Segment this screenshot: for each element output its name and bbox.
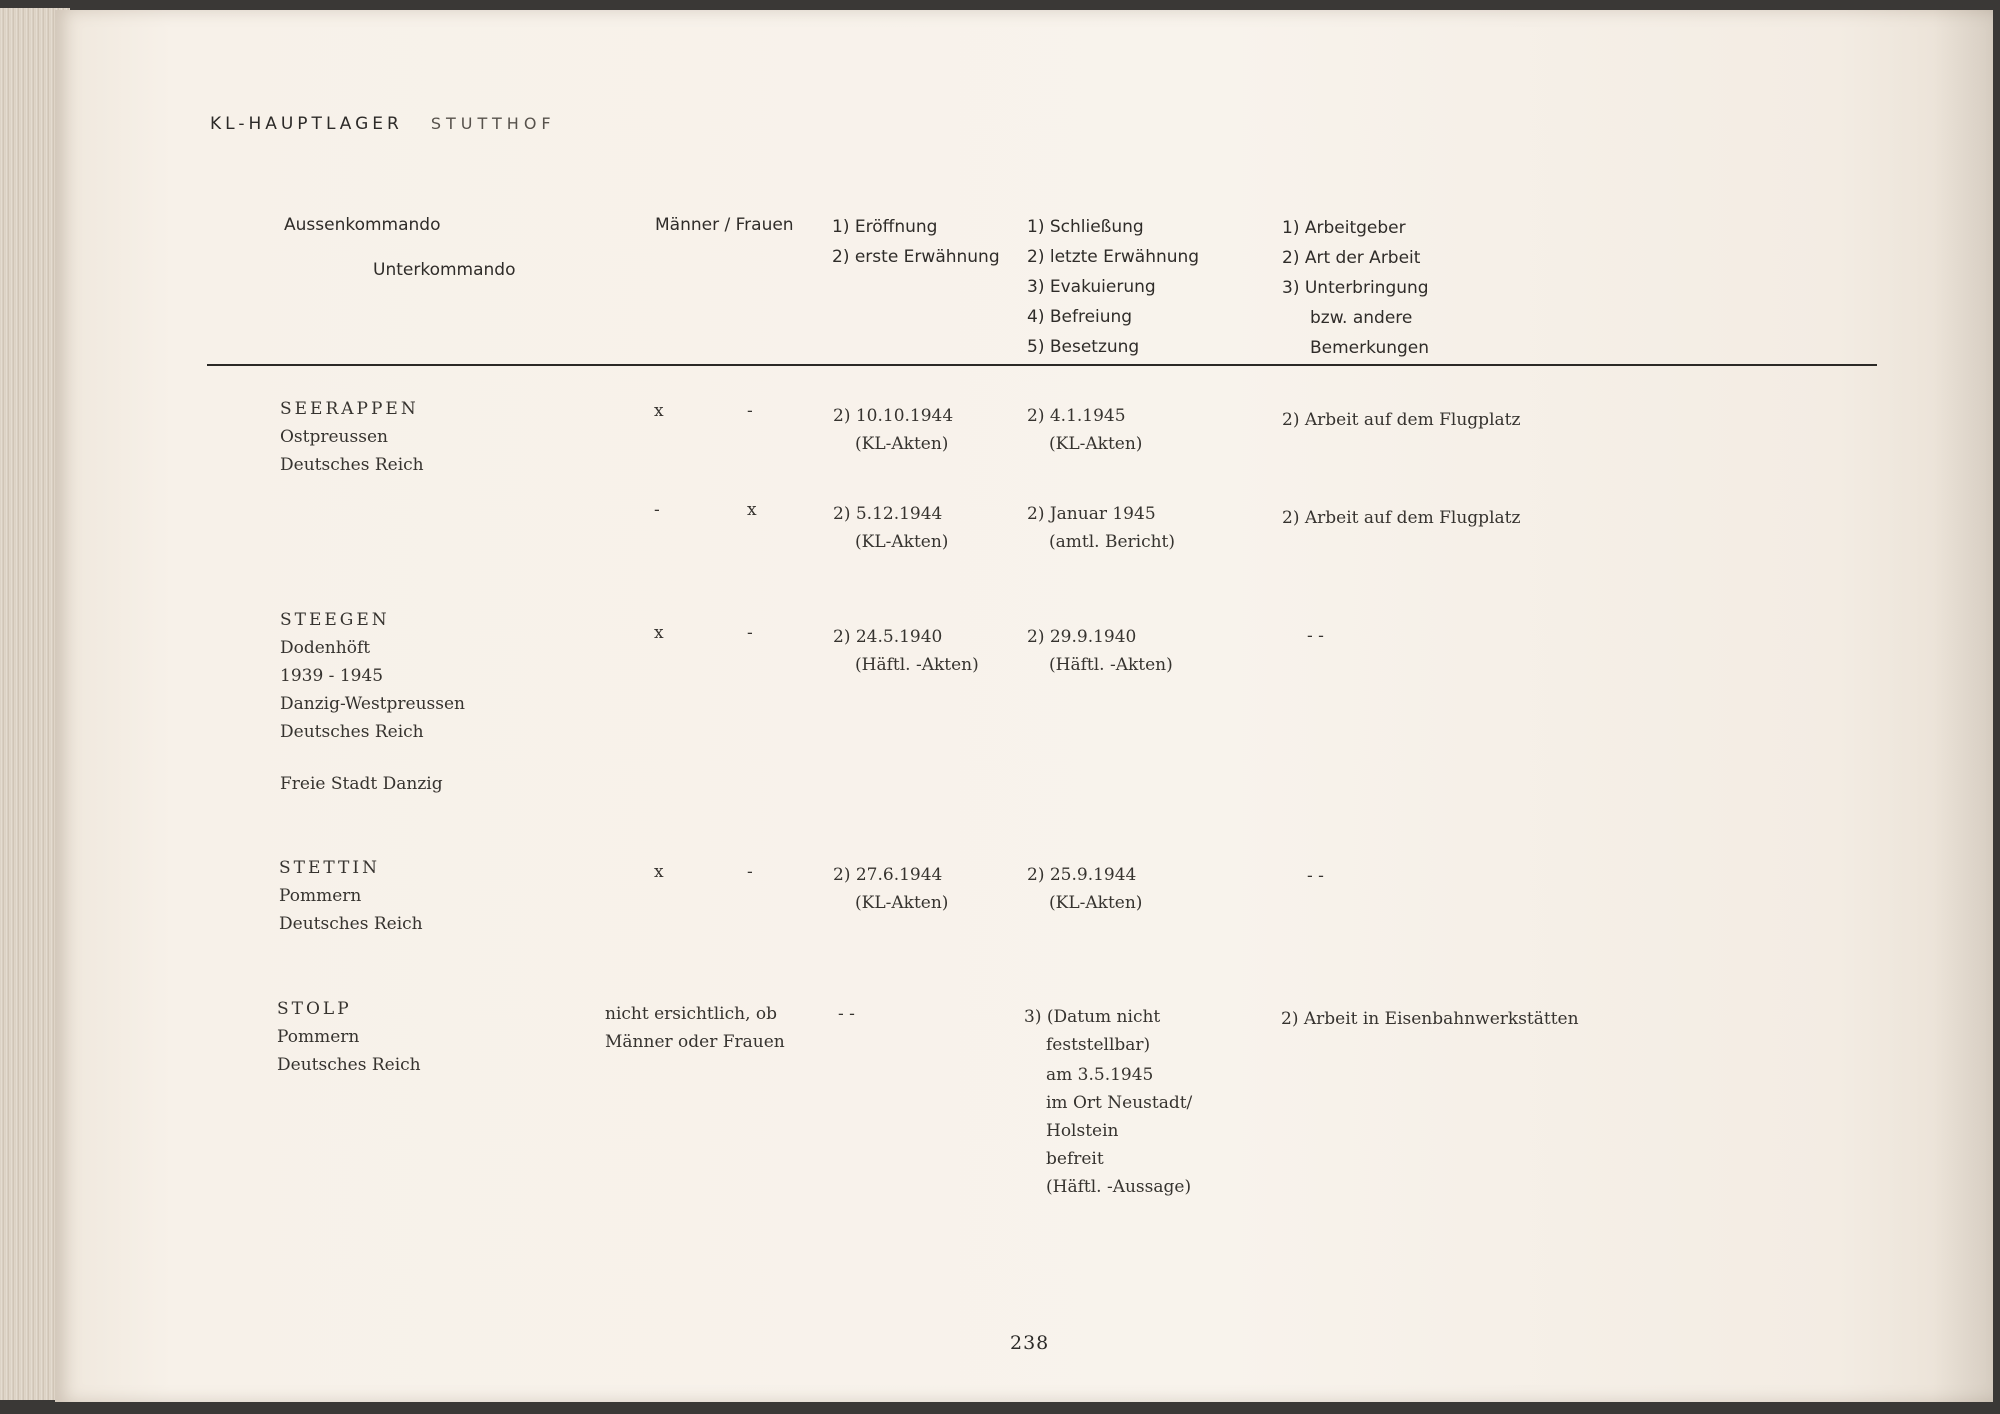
place-name: STETTIN — [279, 858, 380, 878]
closing-value: 2) 25.9.1944 — [1027, 865, 1137, 885]
closing-line-5: Holstein — [1046, 1121, 1119, 1141]
remarks: 2) Arbeit auf dem Flugplatz — [1282, 508, 1521, 528]
country-line: Deutsches Reich — [279, 914, 423, 934]
region-line: Danzig-Westpreussen — [280, 694, 465, 714]
women-mark: - — [747, 401, 753, 421]
col-head-schliessung-5: 5) Besetzung — [1027, 337, 1140, 357]
women-mark: - — [747, 623, 753, 643]
closing-value: 2) 4.1.1945 — [1027, 406, 1126, 426]
document-page — [55, 10, 1993, 1402]
header-subtitle: STUTTHOF — [430, 114, 556, 133]
opening-value: 2) 5.12.1944 — [833, 504, 943, 524]
years-line: 1939 - 1945 — [280, 666, 384, 686]
place-name: STEEGEN — [280, 610, 390, 630]
col-head-arbeitgeber-3: 3) Unterbringung — [1282, 278, 1429, 298]
col-head-arbeitgeber-1: 1) Arbeitgeber — [1282, 218, 1406, 238]
header-title: KL-HAUPTLAGER — [210, 114, 403, 134]
header-rule — [207, 364, 1877, 366]
remarks: 2) Arbeit auf dem Flugplatz — [1282, 410, 1521, 430]
opening-source: (Häftl. -Akten) — [855, 655, 979, 675]
opening-source: (KL-Akten) — [855, 434, 949, 454]
closing-value: 2) Januar 1945 — [1027, 504, 1156, 524]
place-name: STOLP — [277, 999, 352, 1019]
remarks: 2) Arbeit in Eisenbahnwerkstätten — [1281, 1009, 1579, 1029]
opening-value: 2) 27.6.1944 — [833, 865, 943, 885]
col-head-arbeitgeber — [1282, 213, 1429, 363]
men-women-note — [605, 1000, 785, 1056]
col-head-schliessung — [1027, 212, 1199, 362]
women-mark: x — [747, 500, 757, 520]
col-head-schliessung-3: 3) Evakuierung — [1027, 277, 1156, 297]
closing-line-2: feststellbar) — [1046, 1035, 1151, 1055]
opening-source: (KL-Akten) — [855, 893, 949, 913]
opening-date — [833, 623, 979, 679]
opening-date: - - — [838, 1004, 855, 1024]
col-head-arbeitgeber-2: 2) Art der Arbeit — [1282, 248, 1421, 268]
men-mark: - — [654, 500, 660, 520]
col-head-schliessung-4: 4) Befreiung — [1027, 307, 1133, 327]
subcamp-line: Dodenhöft — [280, 638, 371, 658]
remarks: - - — [1307, 626, 1324, 646]
opening-date — [833, 402, 953, 458]
country-line: Deutsches Reich — [280, 455, 424, 475]
entry-seerappen-location — [280, 395, 424, 479]
closing-source: (Häftl. -Akten) — [1049, 655, 1173, 675]
closing-line-1: 3) (Datum nicht — [1024, 1007, 1161, 1027]
opening-date — [833, 861, 948, 917]
col-head-aussenkommando: Aussenkommando — [284, 215, 441, 235]
country-line: Deutsches Reich — [280, 722, 424, 742]
extra-line: Freie Stadt Danzig — [280, 774, 443, 794]
opening-value: 2) 10.10.1944 — [833, 406, 954, 426]
region-line: Ostpreussen — [280, 427, 388, 447]
men-women-note-2: Männer oder Frauen — [605, 1032, 785, 1052]
closing-value: 2) 29.9.1940 — [1027, 627, 1137, 647]
gutter-shadow — [1933, 10, 1993, 1402]
region-line: Pommern — [279, 886, 362, 906]
women-mark: - — [747, 862, 753, 882]
closing-source: (KL-Akten) — [1049, 893, 1143, 913]
entry-stettin-location — [279, 854, 423, 938]
opening-date — [833, 500, 948, 556]
opening-value: 2) 24.5.1940 — [833, 627, 943, 647]
entry-stolp-location — [277, 995, 421, 1079]
page-header — [210, 114, 556, 134]
col-head-unterkommando: Unterkommando — [373, 260, 516, 280]
closing-date — [1027, 500, 1175, 556]
entry-steegen-location — [280, 606, 465, 746]
men-mark: x — [654, 623, 664, 643]
closing-source: (amtl. Bericht) — [1049, 532, 1176, 552]
closing-date — [1027, 861, 1142, 917]
men-mark: x — [654, 401, 664, 421]
page-number: 238 — [1010, 1332, 1050, 1354]
col-head-arbeitgeber-4: bzw. andere — [1310, 308, 1413, 328]
closing-source: (KL-Akten) — [1049, 434, 1143, 454]
men-women-note-1: nicht ersichtlich, ob — [605, 1004, 778, 1024]
col-head-schliessung-2: 2) letzte Erwähnung — [1027, 247, 1200, 267]
col-head-eroeffnung — [832, 212, 1000, 272]
closing-line-7: (Häftl. -Aussage) — [1046, 1177, 1192, 1197]
men-mark: x — [654, 862, 664, 882]
closing-date — [1027, 402, 1142, 458]
col-head-maenner-frauen: Männer / Frauen — [655, 215, 794, 235]
col-head-eroeffnung-1: 1) Eröffnung — [832, 217, 938, 237]
closing-date — [1024, 1003, 1192, 1201]
country-line: Deutsches Reich — [277, 1055, 421, 1075]
col-head-arbeitgeber-5: Bemerkungen — [1310, 338, 1430, 358]
closing-date — [1027, 623, 1173, 679]
col-head-schliessung-1: 1) Schließung — [1027, 217, 1144, 237]
closing-line-3: am 3.5.1945 — [1046, 1065, 1154, 1085]
col-head-eroeffnung-2: 2) erste Erwähnung — [832, 247, 1000, 267]
closing-line-4: im Ort Neustadt/ — [1046, 1093, 1193, 1113]
region-line: Pommern — [277, 1027, 360, 1047]
remarks: - - — [1307, 866, 1324, 886]
closing-line-6: befreit — [1046, 1149, 1104, 1169]
place-name: SEERAPPEN — [280, 399, 419, 419]
opening-source: (KL-Akten) — [855, 532, 949, 552]
